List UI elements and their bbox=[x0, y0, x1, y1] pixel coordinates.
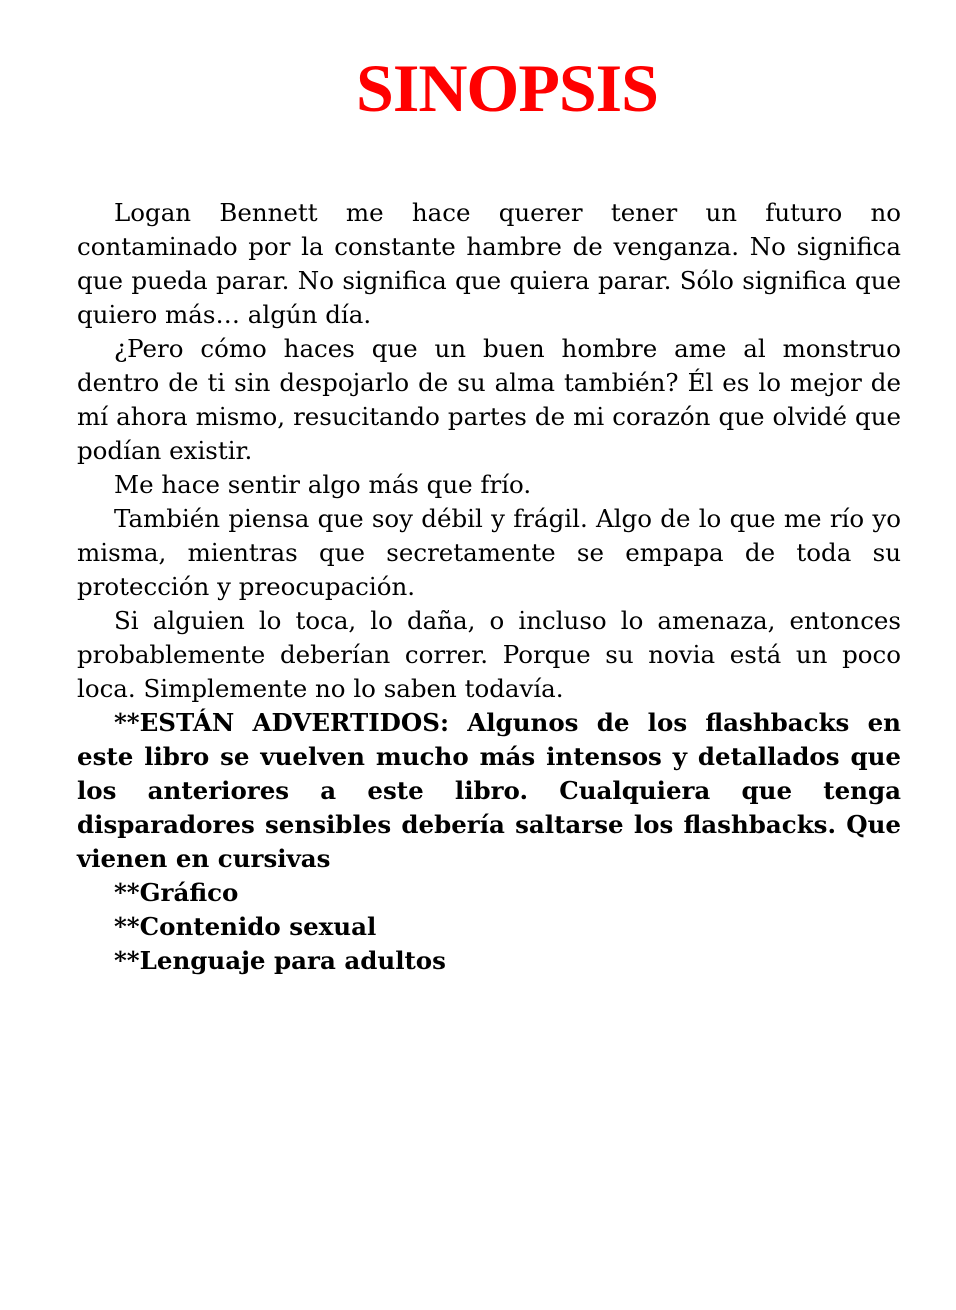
warning-item: **Contenido sexual bbox=[114, 912, 377, 941]
synopsis-paragraph: Si alguien lo toca, lo daña, o incluso lo amenaza, entonces probablemente deberían correr. Porque su novia está un poco loca. Simplemente no lo saben todavía. bbox=[77, 606, 901, 703]
synopsis-paragraph: ¿Pero cómo haces que un buen hombre ame al monstruo dentro de ti sin despojarlo de su alma también? Él es lo mejor de mí ahora mismo, resucitando partes de mi corazón que olvidé que podían existir. bbox=[77, 334, 901, 465]
synopsis-paragraph: Me hace sentir algo más que frío. bbox=[114, 470, 532, 499]
warning-item: **Gráfico bbox=[114, 878, 239, 907]
warning-item: **Lenguaje para adultos bbox=[114, 946, 446, 975]
synopsis-paragraph: Logan Bennett me hace querer tener un futuro no contaminado por la constante hambre de venganza. No significa que pueda parar. No significa que quiera parar. Sólo significa que quiero más… algún día. bbox=[77, 198, 901, 329]
synopsis-paragraph: También piensa que soy débil y frágil. Algo de lo que me río yo misma, mientras que secretamente se empapa de toda su protección y preocupación. bbox=[77, 504, 901, 601]
warning-paragraph: **ESTÁN ADVERTIDOS: Algunos de los flashbacks en este libro se vuelven mucho más intensos y detallados que los anteriores a este libro. Cualquiera que tenga disparadores sensibles debería saltarse los flashbacks. Que vienen en cursivas bbox=[77, 708, 901, 873]
page-title: SINOPSIS bbox=[356, 50, 658, 126]
synopsis-body bbox=[77, 196, 901, 978]
